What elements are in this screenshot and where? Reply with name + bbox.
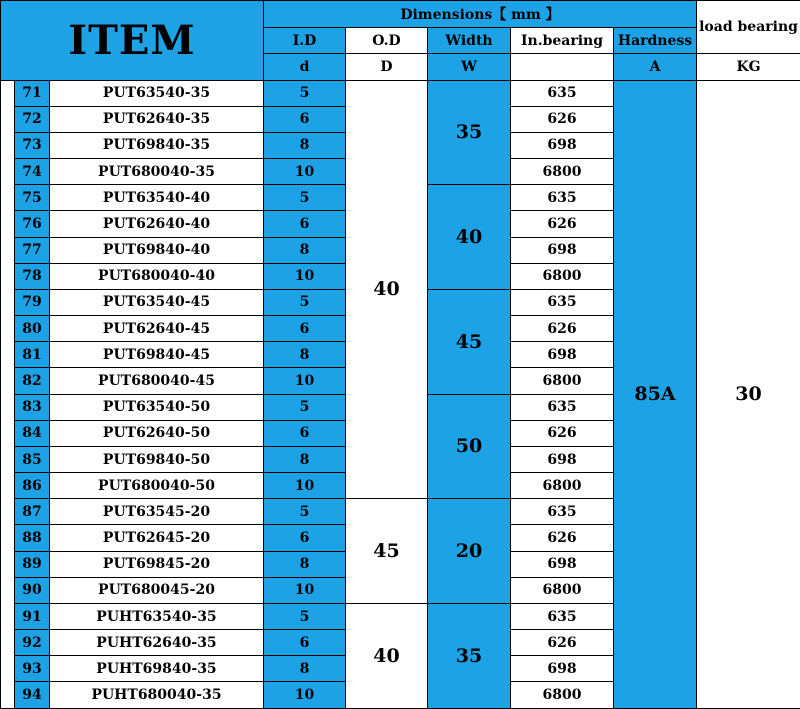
hardness-column-header: Hardness	[614, 28, 697, 54]
row-number: 84	[15, 420, 50, 446]
row-number: 85	[15, 446, 50, 472]
inner-diameter: 6	[264, 316, 346, 342]
inner-diameter: 5	[264, 289, 346, 315]
hardness-value: 85A	[614, 80, 697, 708]
model-number: PUT69840-50	[50, 446, 264, 472]
model-number: PUT680040-45	[50, 368, 264, 394]
inner-diameter: 8	[264, 656, 346, 682]
inner-bearing: 698	[511, 237, 614, 263]
inner-bearing: 6800	[511, 368, 614, 394]
width-value: 35	[428, 603, 511, 708]
inner-diameter: 8	[264, 446, 346, 472]
model-number: PUT63540-40	[50, 185, 264, 211]
dimensions-header: Dimensions【 mm 】	[264, 1, 697, 28]
inner-bearing: 698	[511, 656, 614, 682]
inbearing-column-header: In.bearing	[511, 28, 614, 54]
width-symbol: W	[428, 54, 511, 80]
row-number: 80	[15, 316, 50, 342]
row-number: 89	[15, 551, 50, 577]
row-number: 88	[15, 525, 50, 551]
model-number: PUT62640-45	[50, 316, 264, 342]
inner-diameter: 5	[264, 80, 346, 106]
inner-diameter: 8	[264, 237, 346, 263]
inner-diameter: 10	[264, 577, 346, 603]
row-number: 76	[15, 211, 50, 237]
row-number: 92	[15, 630, 50, 656]
row-number: 78	[15, 263, 50, 289]
model-number: PUT69840-45	[50, 342, 264, 368]
row-number: 87	[15, 499, 50, 525]
inner-diameter: 10	[264, 682, 346, 709]
inner-bearing: 626	[511, 525, 614, 551]
model-number: PUT69840-40	[50, 237, 264, 263]
inner-diameter: 6	[264, 630, 346, 656]
width-value: 20	[428, 499, 511, 604]
item-header: ITEM	[1, 1, 264, 81]
row-number: 91	[15, 603, 50, 629]
outer-diameter: 40	[346, 603, 428, 708]
inner-bearing: 626	[511, 106, 614, 132]
model-number: PUT62645-20	[50, 525, 264, 551]
inner-bearing: 6800	[511, 473, 614, 499]
od-column-header: O.D	[346, 28, 428, 54]
row-number: 79	[15, 289, 50, 315]
inner-diameter: 5	[264, 603, 346, 629]
model-number: PUT69840-35	[50, 132, 264, 158]
inner-bearing: 626	[511, 420, 614, 446]
model-number: PUHT680040-35	[50, 682, 264, 709]
inner-diameter: 5	[264, 499, 346, 525]
model-number: PUT680045-20	[50, 577, 264, 603]
inner-diameter: 6	[264, 525, 346, 551]
row-number: 77	[15, 237, 50, 263]
inner-bearing: 626	[511, 211, 614, 237]
load-value: 30	[697, 80, 800, 708]
width-value: 35	[428, 80, 511, 185]
model-number: PUT680040-50	[50, 473, 264, 499]
inner-bearing: 698	[511, 551, 614, 577]
width-value: 40	[428, 185, 511, 290]
model-number: PUT62640-50	[50, 420, 264, 446]
row-number: 72	[15, 106, 50, 132]
model-number: PUT63540-35	[50, 80, 264, 106]
load-bearing-header: load bearing	[697, 1, 800, 54]
inner-diameter: 8	[264, 342, 346, 368]
inner-bearing: 6800	[511, 159, 614, 185]
model-number: PUT63540-50	[50, 394, 264, 420]
hardness-symbol: A	[614, 54, 697, 80]
id-column-header: I.D	[264, 28, 346, 54]
width-column-header: Width	[428, 28, 511, 54]
row-number: 90	[15, 577, 50, 603]
model-number: PUT63540-45	[50, 289, 264, 315]
inner-bearing: 635	[511, 80, 614, 106]
model-number: PUT62640-35	[50, 106, 264, 132]
inner-diameter: 10	[264, 368, 346, 394]
inner-diameter: 5	[264, 394, 346, 420]
inner-bearing: 6800	[511, 577, 614, 603]
inner-bearing: 635	[511, 289, 614, 315]
row-number: 74	[15, 159, 50, 185]
inner-diameter: 5	[264, 185, 346, 211]
inner-bearing: 698	[511, 132, 614, 158]
row-number: 73	[15, 132, 50, 158]
inner-diameter: 6	[264, 420, 346, 446]
width-value: 50	[428, 394, 511, 499]
row-number: 86	[15, 473, 50, 499]
inner-diameter: 10	[264, 159, 346, 185]
model-number: PUHT63540-35	[50, 603, 264, 629]
inner-bearing: 635	[511, 394, 614, 420]
inner-diameter: 8	[264, 551, 346, 577]
row-number: 82	[15, 368, 50, 394]
inner-bearing: 626	[511, 316, 614, 342]
inner-diameter: 6	[264, 211, 346, 237]
outer-diameter: 40	[346, 80, 428, 499]
inner-bearing: 635	[511, 499, 614, 525]
od-symbol: D	[346, 54, 428, 80]
inner-bearing: 698	[511, 446, 614, 472]
row-number: 83	[15, 394, 50, 420]
model-number: PUT680040-35	[50, 159, 264, 185]
id-symbol: d	[264, 54, 346, 80]
width-value: 45	[428, 289, 511, 394]
left-margin-cell	[1, 80, 15, 708]
row-number: 94	[15, 682, 50, 709]
model-number: PUT62640-40	[50, 211, 264, 237]
row-number: 75	[15, 185, 50, 211]
inner-bearing: 635	[511, 603, 614, 629]
inner-bearing: 698	[511, 342, 614, 368]
inner-diameter: 6	[264, 106, 346, 132]
inner-diameter: 10	[264, 263, 346, 289]
model-number: PUT69845-20	[50, 551, 264, 577]
row-number: 71	[15, 80, 50, 106]
row-number: 93	[15, 656, 50, 682]
inner-diameter: 10	[264, 473, 346, 499]
model-number: PUT63545-20	[50, 499, 264, 525]
inner-bearing: 626	[511, 630, 614, 656]
outer-diameter: 45	[346, 499, 428, 604]
row-number: 81	[15, 342, 50, 368]
model-number: PUHT62640-35	[50, 630, 264, 656]
inbearing-symbol	[511, 54, 614, 80]
inner-diameter: 8	[264, 132, 346, 158]
model-number: PUHT69840-35	[50, 656, 264, 682]
table-row	[1, 80, 800, 106]
inner-bearing: 6800	[511, 682, 614, 709]
model-number: PUT680040-40	[50, 263, 264, 289]
load-symbol: KG	[697, 54, 800, 80]
inner-bearing: 6800	[511, 263, 614, 289]
inner-bearing: 635	[511, 185, 614, 211]
